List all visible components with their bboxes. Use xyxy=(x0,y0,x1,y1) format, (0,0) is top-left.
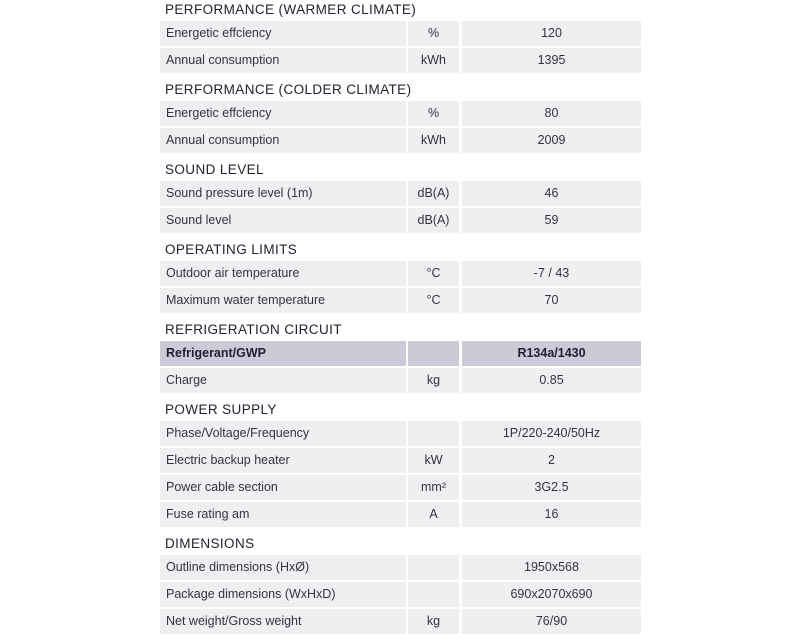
spec-value: 80 xyxy=(462,101,641,126)
spec-unit: % xyxy=(408,101,459,126)
spec-unit: dB(A) xyxy=(408,208,459,233)
section-title: OPERATING LIMITS xyxy=(165,242,298,257)
spec-value: 1395 xyxy=(462,48,641,73)
spec-unit: A xyxy=(408,502,459,527)
spec-unit: mm² xyxy=(408,475,459,500)
spec-row xyxy=(160,128,641,153)
spec-value: R134a/1430 xyxy=(462,341,641,366)
spec-row xyxy=(160,101,641,126)
spec-value: 2009 xyxy=(462,128,641,153)
spec-row xyxy=(160,448,641,473)
spec-label: Sound level xyxy=(160,208,406,233)
spec-unit xyxy=(408,341,459,366)
spec-unit xyxy=(408,582,459,607)
spec-value: 1P/220-240/50Hz xyxy=(462,421,641,446)
spec-row xyxy=(160,609,641,634)
spec-value: 70 xyxy=(462,288,641,313)
spec-row xyxy=(160,181,641,206)
spec-row xyxy=(160,48,641,73)
spec-unit: °C xyxy=(408,261,459,286)
spec-value: 46 xyxy=(462,181,641,206)
spec-unit: °C xyxy=(408,288,459,313)
spec-unit: kg xyxy=(408,368,459,393)
spec-value: 59 xyxy=(462,208,641,233)
spec-value: 2 xyxy=(462,448,641,473)
spec-row xyxy=(160,582,641,607)
section-title: PERFORMANCE (WARMER CLIMATE) xyxy=(165,2,417,17)
spec-value: 1950x568 xyxy=(462,555,641,580)
spec-label: Energetic effciency xyxy=(160,101,406,126)
spec-value: 76/90 xyxy=(462,609,641,634)
spec-row xyxy=(160,421,641,446)
spec-unit: kWh xyxy=(408,128,459,153)
spec-label: Annual consumption xyxy=(160,48,406,73)
spec-label: Energetic effciency xyxy=(160,21,406,46)
spec-unit: kg xyxy=(408,609,459,634)
spec-label: Package dimensions (WxHxD) xyxy=(160,582,406,607)
spec-unit: % xyxy=(408,21,459,46)
section-title: PERFORMANCE (COLDER CLIMATE) xyxy=(165,82,412,97)
spec-row xyxy=(160,502,641,527)
spec-value: 0.85 xyxy=(462,368,641,393)
section-title: REFRIGERATION CIRCUIT xyxy=(165,322,342,337)
spec-label: Maximum water temperature xyxy=(160,288,406,313)
spec-row xyxy=(160,368,641,393)
section-title: SOUND LEVEL xyxy=(165,162,264,177)
spec-row xyxy=(160,475,641,500)
spec-label: Electric backup heater xyxy=(160,448,406,473)
spec-row xyxy=(160,288,641,313)
spec-unit xyxy=(408,421,459,446)
spec-unit: kWh xyxy=(408,48,459,73)
spec-row xyxy=(160,261,641,286)
spec-label: Net weight/Gross weight xyxy=(160,609,406,634)
spec-row xyxy=(160,341,641,366)
section-title: POWER SUPPLY xyxy=(165,402,277,417)
spec-row xyxy=(160,208,641,233)
spec-value: 120 xyxy=(462,21,641,46)
spec-label: Outdoor air temperature xyxy=(160,261,406,286)
spec-label: Outline dimensions (HxØ) xyxy=(160,555,406,580)
spec-value: 690x2070x690 xyxy=(462,582,641,607)
spec-value: 3G2.5 xyxy=(462,475,641,500)
spec-row xyxy=(160,555,641,580)
spec-row xyxy=(160,21,641,46)
spec-label: Sound pressure level (1m) xyxy=(160,181,406,206)
spec-value: -7 / 43 xyxy=(462,261,641,286)
spec-unit: dB(A) xyxy=(408,181,459,206)
spec-unit xyxy=(408,555,459,580)
spec-value: 16 xyxy=(462,502,641,527)
spec-label: Refrigerant/GWP xyxy=(160,341,406,366)
section-title: DIMENSIONS xyxy=(165,536,255,551)
spec-label: Fuse rating am xyxy=(160,502,406,527)
spec-label: Power cable section xyxy=(160,475,406,500)
spec-label: Annual consumption xyxy=(160,128,406,153)
spec-label: Charge xyxy=(160,368,406,393)
spec-label: Phase/Voltage/Frequency xyxy=(160,421,406,446)
spec-unit: kW xyxy=(408,448,459,473)
